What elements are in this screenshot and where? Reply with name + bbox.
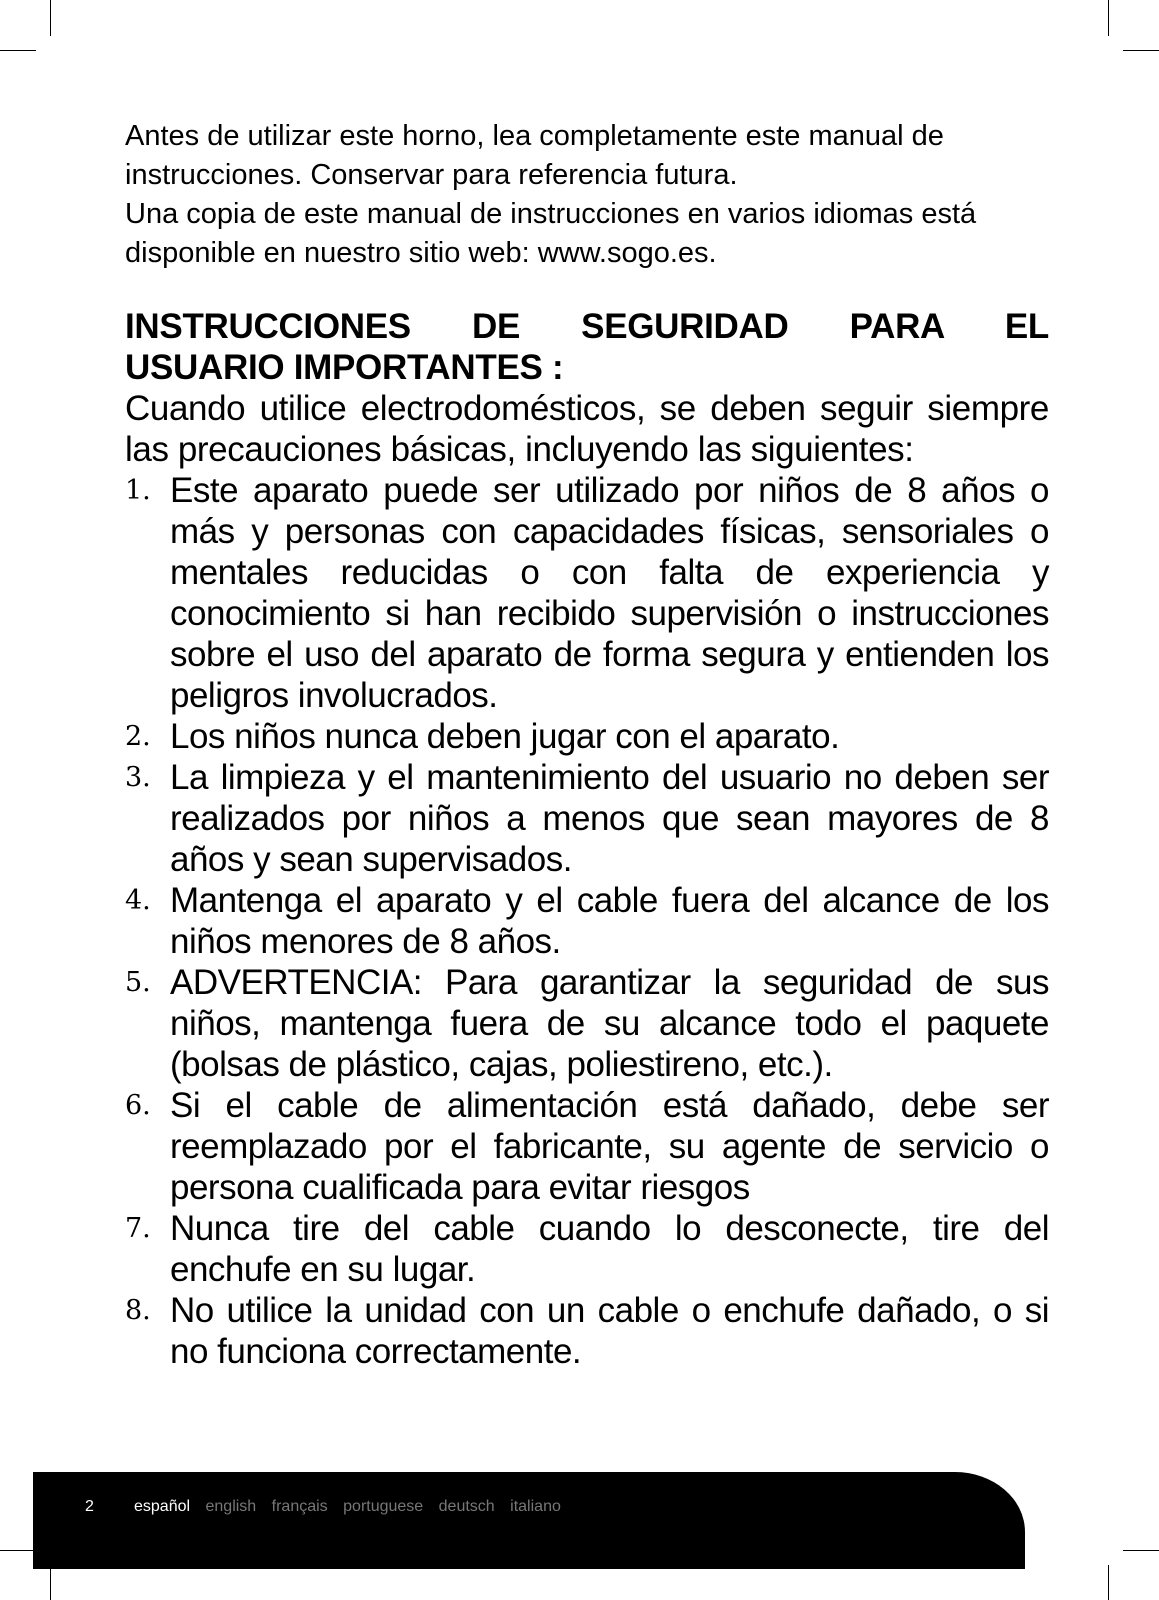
list-item: [125, 1290, 1049, 1372]
crop-mark: [1123, 50, 1159, 51]
item-text: Mantenga el aparato y el cable fuera del alcance de los niños menores de 8 años.: [170, 881, 1049, 961]
item-text: No utilice la unidad con un cable o enchufe dañado, o si no funciona correctamente.: [170, 1291, 1049, 1371]
page-number: 2: [85, 1498, 94, 1515]
item-number: 3.: [125, 762, 151, 793]
item-number: 8.: [125, 1295, 151, 1326]
crop-mark: [50, 0, 51, 36]
crop-mark: [50, 1565, 51, 1600]
intro-paragraph: [125, 117, 1049, 273]
safety-heading: [125, 306, 1049, 388]
item-text: Nunca tire del cable cuando lo desconecte, tire del enchufe en su lugar.: [170, 1209, 1049, 1289]
language-link-portuguese[interactable]: portuguese: [343, 1498, 424, 1515]
crop-mark: [0, 1550, 36, 1551]
intro-line-1: Antes de utilizar este horno, lea completamente este manual de instrucciones. Conservar para referencia futura.: [125, 120, 944, 191]
item-number: 5.: [125, 967, 151, 998]
item-number: 4.: [125, 885, 151, 916]
document-body: [125, 117, 1049, 1372]
crop-mark: [1108, 0, 1109, 36]
language-link-deutsch[interactable]: deutsch: [438, 1498, 495, 1515]
item-text: La limpieza y el mantenimiento del usuario no deben ser realizados por niños a menos que sean mayores de 8 años y sean supervisados.: [170, 758, 1049, 879]
crop-mark: [0, 50, 36, 51]
list-item: [125, 880, 1049, 962]
safety-lead: Cuando utilice electrodomésticos, se deben seguir siempre las precauciones básicas, incluyendo las siguientes:: [125, 389, 1049, 469]
list-item: [125, 716, 1049, 757]
crop-mark: [1123, 1550, 1159, 1551]
list-item: [125, 1085, 1049, 1208]
item-text: Este aparato puede ser utilizado por niños de 8 años o más y personas con capacidades físicas, sensoriales o mentales reducidas o con falta de experiencia y conocimiento si han recibido supervisión o instrucciones sobre el uso del aparato de forma segura y entienden los peligros involucrados.: [170, 471, 1049, 715]
item-number: 6.: [125, 1090, 151, 1121]
item-number: 7.: [125, 1213, 151, 1244]
list-item: [125, 470, 1049, 716]
intro-line-2: Una copia de este manual de instrucciones en varios idiomas está disponible en nuestro sitio web: www.sogo.es.: [125, 198, 977, 269]
list-item: [125, 962, 1049, 1085]
footer-bar: [33, 1472, 1025, 1569]
language-link-espanol[interactable]: español: [134, 1498, 191, 1515]
language-link-english[interactable]: english: [205, 1498, 257, 1515]
language-link-francais[interactable]: français: [271, 1498, 328, 1515]
crop-mark: [1108, 1565, 1109, 1600]
item-text: Si el cable de alimentación está dañado, debe ser reemplazado por el fabricante, su agente de servicio o persona cualificada para evitar riesgos: [170, 1086, 1049, 1207]
safety-list: [125, 470, 1049, 1372]
item-text: ADVERTENCIA: Para garantizar la seguridad de sus niños, mantenga fuera de su alcance todo el paquete (bolsas de plástico, cajas, poliestireno, etc.).: [170, 963, 1049, 1084]
language-nav: [134, 1498, 572, 1516]
item-text: Los niños nunca deben jugar con el aparato.: [170, 717, 840, 756]
safety-heading-line-1: INSTRUCCIONES DE SEGURIDAD PARA EL: [125, 307, 1049, 346]
safety-heading-line-2: USUARIO IMPORTANTES :: [125, 348, 564, 387]
list-item: [125, 757, 1049, 880]
item-number: 2.: [125, 721, 151, 752]
language-link-italiano[interactable]: italiano: [510, 1498, 561, 1515]
item-number: 1.: [125, 475, 151, 506]
list-item: [125, 1208, 1049, 1290]
